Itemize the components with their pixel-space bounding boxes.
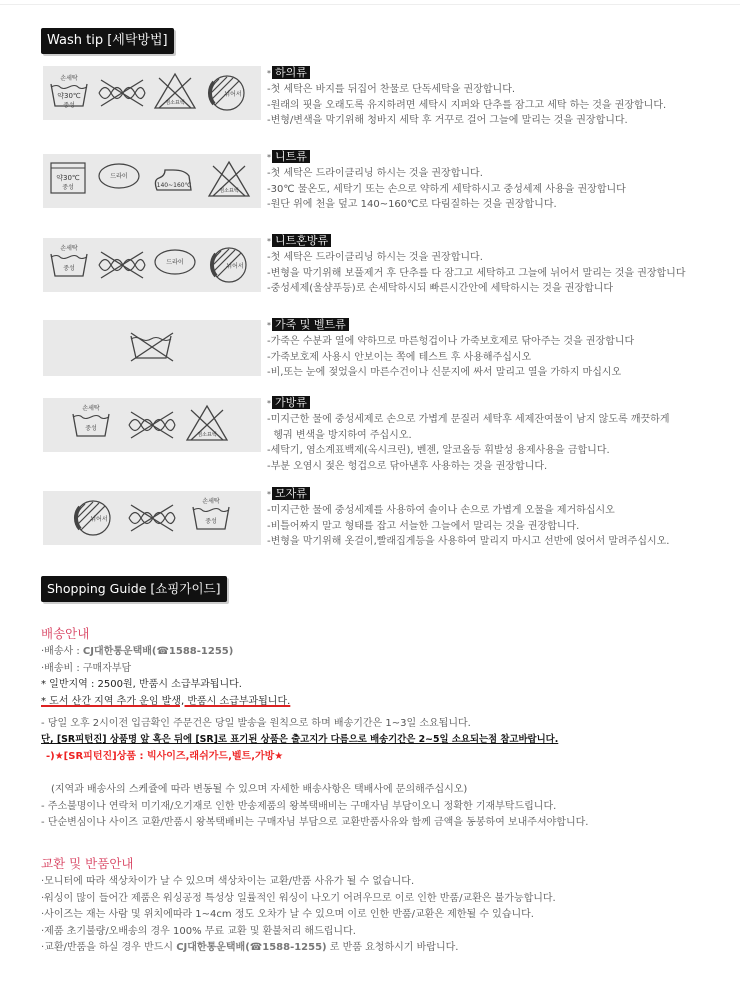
no-wring-icon — [129, 505, 175, 531]
svg-text:140~160℃: 140~160℃ — [156, 182, 192, 189]
svg-text:뉘어서: 뉘어서 — [226, 263, 244, 270]
wash-line: -첫 세탁은 드라이클리닝 하시는 것을 권장합니다. — [267, 251, 483, 263]
svg-text:뉘어서: 뉘어서 — [224, 91, 242, 98]
no-wring-icon — [99, 252, 145, 278]
sr-note-line: 단, [SR피턴진] 상품명 앞 혹은 뒤에 [SR]로 표기된 상품은 출고지가 다름으로 배송기간은 2~5일 소요되는점 참고바랍니다. — [41, 734, 559, 746]
care-icons-leather — [43, 320, 261, 376]
carrier-label: ·배송사 : — [41, 646, 83, 658]
delivery-section — [41, 626, 588, 831]
wash-line: -변형을 막기위해 옷걸이,빨래집게등을 사용하여 말리지 마시고 선반에 얹어서 말려주십시오. — [267, 536, 670, 548]
wash-row-hats — [0, 487, 740, 557]
simple-change-line: - 단순변심이나 사이즈 교환/반품시 왕복택배비는 구매자님 부담으로 교환반품사유와 함께 금액을 동봉하여 보내주셔야합니다. — [41, 817, 589, 829]
category-label: 가방류 — [272, 396, 310, 409]
exchange-line: ·워싱이 많이 들어간 제품은 워싱공정 특성상 일률적인 워싱이 나오기 어려우므로 이로 인한 반품/교환은 불가능합니다. — [41, 892, 556, 904]
wash-line: -부분 오염시 젖은 헝겁으로 닦아낸후 사용하는 것을 권장합니다. — [267, 461, 548, 473]
wash-line: -변형/변색을 막기위해 청바지 세탁 후 거꾸로 걸어 그늘에 말리는 것을 권장합니다. — [267, 115, 628, 127]
island-area-line: * 도서 산간 지역 추가 운임 발생, 반품시 소급부과됩니다. — [41, 695, 291, 707]
care-icons-bottoms — [43, 66, 261, 120]
wash-row-bags — [0, 396, 740, 484]
fee-line: ·배송비 : 구매자부담 — [41, 662, 132, 674]
care-icons-knit-blend — [43, 238, 261, 292]
general-area-line: * 일반지역 : 2500원, 반품시 소급부과됩니다. — [41, 679, 242, 691]
wash-line: -30℃ 물온도, 세탁기 또는 손으로 약하게 세탁하시고 중성세제 사용을 권장합니다 — [267, 183, 626, 195]
wash-line: -비틀어짜지 말고 형태를 잡고 서늘한 그늘에서 말리는 것을 권장합니다. — [267, 520, 580, 532]
care-icons-hats — [43, 491, 261, 545]
svg-text:약30℃: 약30℃ — [57, 92, 81, 100]
schedule-line: (지역과 배송사의 스케쥴에 따라 변동될 수 있으며 자세한 배송사항은 택배사에 문의해주십시오) — [51, 784, 468, 796]
wash-row-knit-blend — [0, 234, 740, 304]
svg-text:뉘어서: 뉘어서 — [90, 516, 108, 523]
svg-text:드라이: 드라이 — [166, 259, 184, 266]
wash-text-knit: * 니트류 -첫 세탁은 드라이클리닝 하시는 것을 권장합니다. -30℃ 물온도, 세탁기 또는 손으로 약하게 세탁하시고 중성세제 사용을 권장합니다 -원단 위에 천을 덮고 140~160℃로 다림질하는 것을 권장합니다. — [267, 150, 626, 213]
svg-text:중성: 중성 — [205, 518, 217, 525]
svg-text:염소표백: 염소표백 — [219, 188, 239, 194]
wash-text-bags: * 가방류 -미지근한 물에 중성세제로 손으로 가볍게 문질러 세탁후 세제잔여물이 남지 않도록 깨끗하게 헹궈 변색을 방지하여 주십시오. -세탁기, 염소계표백제(옥시크린), 벤젠, 알코올등 휘발성 용제사용을 금합니다. -부분 오염시 젖은 헝겁으로 닦아낸후 사용하는 것을 권장합니다. — [267, 396, 669, 475]
exchange-text: 로 반품 요청하시기 바랍니다. — [326, 942, 459, 954]
category-label: 하의류 — [272, 66, 310, 79]
wash-line: -변형을 막기위해 보풀제거 후 단추를 다 잠그고 세탁하고 그늘에 뉘어서 말리는 것을 권장합니다 — [267, 267, 686, 279]
no-wring-icon — [99, 80, 145, 106]
sr-products-line: -)★[SR피턴진]상품 : 빅사이즈,래쉬가드,벨트,가방★ — [46, 750, 284, 762]
wash-row-bottoms — [0, 66, 740, 136]
exchange-text: ·교환/반품을 하실 경우 반드시 — [41, 942, 177, 954]
wash-line: -가죽보호제 사용시 안보이는 쪽에 테스트 후 사용해주십시오 — [267, 351, 532, 363]
svg-text:중성: 중성 — [63, 102, 75, 109]
wash-line: -중성세제(울샴푸등)로 손세탁하시되 빠른시간안에 세탁하시는 것을 권장합니다 — [267, 283, 614, 295]
svg-text:손세탁: 손세탁 — [202, 498, 220, 505]
svg-text:약30℃: 약30℃ — [56, 174, 80, 182]
care-icons-knit — [43, 154, 261, 208]
wash-row-knit — [0, 150, 740, 220]
carrier-name: CJ대한통운택배(☎1588-1255) — [176, 942, 327, 954]
care-icons-bags — [43, 398, 261, 452]
wash-text-knit-blend: * 니트혼방류 -첫 세탁은 드라이클리닝 하시는 것을 권장합니다. -변형을 막기위해 보풀제거 후 단추를 다 잠그고 세탁하고 그늘에 뉘어서 말리는 것을 권장합니다 -중성세제(울샴푸등)로 손세탁하시되 빠른시간안에 세탁하시는 것을 권장합니다 — [267, 234, 686, 297]
category-label: 모자류 — [272, 487, 310, 500]
svg-text:염소표백: 염소표백 — [165, 100, 185, 106]
svg-text:손세탁: 손세탁 — [60, 245, 78, 252]
wash-tip-title: Wash tip [세탁방법] — [41, 28, 174, 54]
svg-text:손세탁: 손세탁 — [60, 75, 78, 82]
wash-line: -세탁기, 염소계표백제(옥시크린), 벤젠, 알코올등 휘발성 용제사용을 금합니다. — [267, 445, 610, 457]
carrier-name: CJ대한통운택배(☎1588-1255) — [82, 646, 234, 658]
wash-text-leather: * 가죽 및 벨트류 -가죽은 수분과 열에 약하므로 마른헝겁이나 가죽보호제로 닦아주는 것을 권장합니다 -가죽보호제 사용시 안보이는 쪽에 테스트 후 사용해주십시오 -비,또는 눈에 젖었을시 마른수건이나 신문지에 싸서 말리고 열을 가하지 마십시오 — [267, 318, 634, 381]
exchange-line — [41, 940, 556, 956]
exchange-heading: 교환 및 반품안내 — [41, 856, 134, 871]
svg-text:중성: 중성 — [63, 265, 75, 272]
same-day-line: - 당일 오후 2시이전 입금확인 주문건은 당일 발송을 원칙으로 하며 배송기간은 1~3일 소요됩니다. — [41, 718, 471, 730]
wash-line: -비,또는 눈에 젖었을시 마른수건이나 신문지에 싸서 말리고 열을 가하지 마십시오 — [267, 367, 622, 379]
wash-line: -미지근한 물에 중성세제를 사용하여 솔이나 손으로 가볍게 오물을 제거하십시오 — [267, 504, 615, 516]
exchange-line: ·제품 초기불량/오배송의 경우 100% 무료 교환 및 환불처리 해드립니다. — [41, 925, 356, 937]
category-label: 니트류 — [272, 150, 310, 163]
category-label: 니트혼방류 — [272, 234, 331, 247]
svg-text:염소표백: 염소표백 — [197, 432, 217, 438]
delivery-heading: 배송안내 — [41, 626, 90, 641]
svg-text:중성: 중성 — [85, 425, 97, 432]
wash-line: -첫 세탁은 바지를 뒤집어 찬물로 단독세탁을 권장합니다. — [267, 83, 516, 95]
wash-text-hats: * 모자류 -미지근한 물에 중성세제를 사용하여 솔이나 손으로 가볍게 오물을 제거하십시오 -비틀어짜지 말고 형태를 잡고 서늘한 그늘에서 말리는 것을 권장합니다. -변형을 막기위해 옷걸이,빨래집게등을 사용하여 말리지 마시고 선반에 얹어서 말려주십시오. — [267, 487, 669, 550]
wrong-address-line: - 주소불명이나 연락처 미기재/오기재로 인한 반송제품의 왕복택배비는 구매자님 부담이오니 정확한 기재부탁드립니다. — [41, 800, 557, 812]
exchange-line: ·사이즈는 재는 사람 및 위치에따라 1~4cm 정도 오차가 날 수 있으며 이로 인한 반품/교환은 제한될 수 있습니다. — [41, 909, 534, 921]
svg-text:손세탁: 손세탁 — [82, 405, 100, 412]
svg-text:중성: 중성 — [62, 184, 74, 191]
wash-line: -원단 위에 천을 덮고 140~160℃로 다림질하는 것을 권장합니다. — [267, 199, 557, 211]
wash-line: 헹궈 변색을 방지하여 주십시오. — [267, 429, 412, 441]
carrier-line — [41, 644, 588, 660]
exchange-section — [41, 856, 556, 956]
svg-text:드라이: 드라이 — [110, 173, 128, 180]
wash-text-bottoms: * 하의류 -첫 세탁은 바지를 뒤집어 찬물로 단독세탁을 권장합니다. -원래의 핏을 오래도록 유지하려면 세탁시 지퍼와 단추를 잠그고 세탁 하는 것을 권장합니다. -변형/변색을 막기위해 청바지 세탁 후 거꾸로 걸어 그늘에 말리는 것을 권장합니다. — [267, 66, 666, 129]
wash-line: -가죽은 수분과 열에 약하므로 마른헝겁이나 가죽보호제로 닦아주는 것을 권장합니다 — [267, 335, 635, 347]
shopping-guide-title: Shopping Guide [쇼핑가이드] — [41, 576, 227, 602]
do-not-wash-icon — [131, 333, 173, 361]
wash-line: -첫 세탁은 드라이클리닝 하시는 것을 권장합니다. — [267, 167, 483, 179]
wash-line: -원래의 핏을 오래도록 유지하려면 세탁시 지퍼와 단추를 잠그고 세탁 하는 것을 권장합니다. — [267, 99, 667, 111]
wash-row-leather — [0, 318, 740, 388]
exchange-line: ·모니터에 따라 색상차이가 날 수 있으며 색상차이는 교환/반품 사유가 될 수 없습니다. — [41, 876, 415, 888]
top-divider — [0, 4, 740, 5]
wash-line: -미지근한 물에 중성세제로 손으로 가볍게 문질러 세탁후 세제잔여물이 남지 않도록 깨끗하게 — [267, 413, 670, 425]
no-wring-icon — [129, 412, 175, 438]
category-label: 가죽 및 벨트류 — [272, 318, 349, 331]
